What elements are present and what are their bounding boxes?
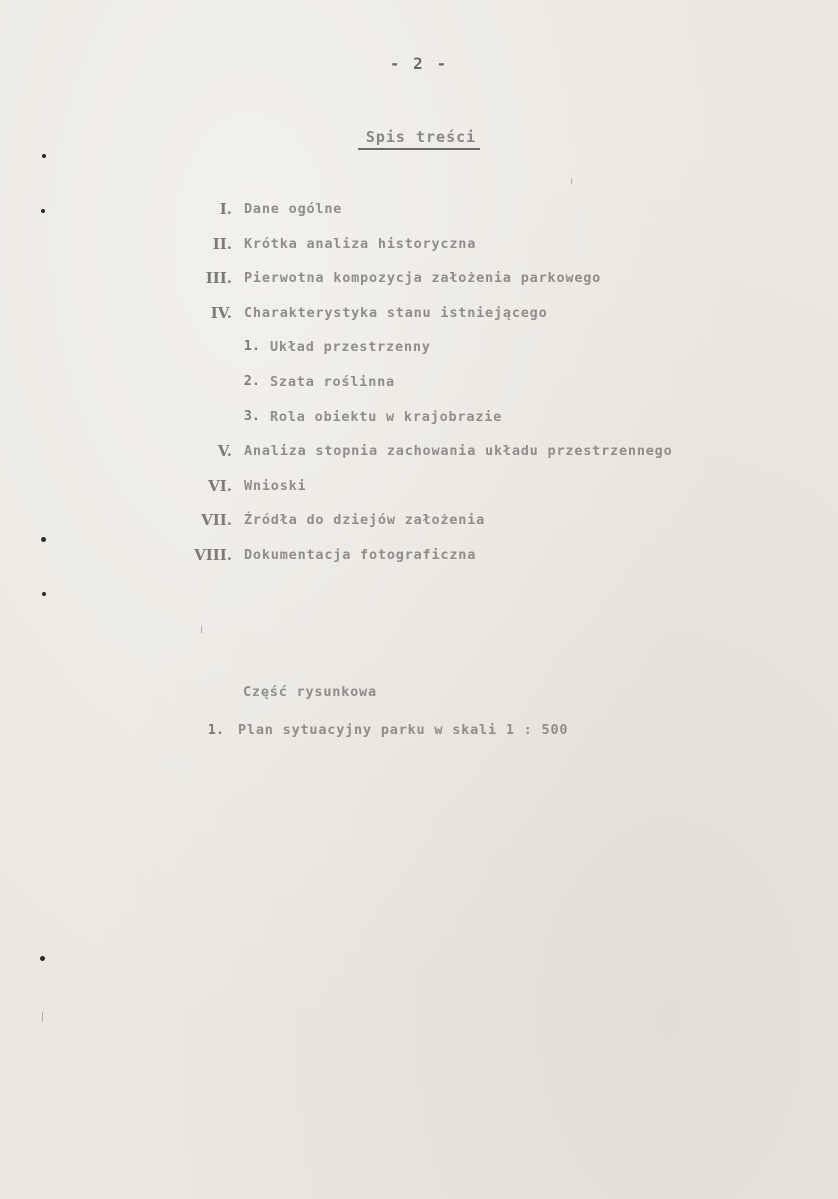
paper-speck <box>571 178 572 184</box>
toc-subentry-number: 3. <box>243 407 260 424</box>
toc-entry-number: VIII. <box>194 545 232 564</box>
toc-entry <box>0 546 838 581</box>
toc-subentry-text: Rola obiektu w krajobrazie <box>270 408 503 425</box>
punch-mark <box>42 592 46 596</box>
toc-entry <box>0 269 838 304</box>
toc-entry-text: Krótka analiza historyczna <box>244 235 477 252</box>
toc-subentry <box>0 338 838 373</box>
toc-entry <box>0 477 838 512</box>
toc-entry-text: Wnioski <box>244 477 307 494</box>
toc-entry-number: II. <box>212 234 232 253</box>
toc-subentry-text: Układ przestrzenny <box>270 339 431 356</box>
punch-mark <box>42 154 46 158</box>
toc-entry <box>0 235 838 270</box>
toc-entry-text: Dane ogólne <box>244 201 343 217</box>
toc-entry-text: Charakterystyka stanu istniejącego <box>244 304 548 321</box>
toc-subentry <box>0 408 838 443</box>
page-number: - 2 - <box>389 54 449 73</box>
punch-mark <box>40 956 45 961</box>
toc-entry-number: VI. <box>208 476 232 495</box>
toc-title-wrapper <box>0 128 838 150</box>
toc-entry-number: VII. <box>201 511 232 530</box>
toc-entry-text: Dokumentacja fotograficzna <box>244 546 477 563</box>
toc-subentry-number: 1. <box>243 338 260 355</box>
toc-entry <box>0 200 838 235</box>
toc-entry <box>0 511 838 546</box>
toc-entry-number: III. <box>205 269 232 288</box>
toc-entry-number: V. <box>217 442 232 461</box>
drawing-item-number: 1. <box>207 722 224 738</box>
punch-mark <box>41 537 46 542</box>
toc-subentry <box>0 373 838 408</box>
punch-mark <box>41 209 45 213</box>
toc-list <box>0 200 838 581</box>
toc-entry-text: Pierwotna kompozycja założenia parkowego <box>244 270 602 287</box>
toc-entry <box>0 442 838 477</box>
paper-speck <box>42 1012 43 1022</box>
drawings-heading: Część rysunkowa <box>243 684 377 700</box>
toc-subentry-text: Szata roślinna <box>270 373 395 390</box>
paper-speck <box>201 626 202 633</box>
toc-subentry-number: 2. <box>243 372 260 389</box>
toc-entry-text: Źródła do dziejów założenia <box>244 512 486 529</box>
toc-entry-text: Analiza stopnia zachowania układu przestrzennego <box>244 443 673 460</box>
toc-entry-number: IV. <box>210 303 232 322</box>
drawing-item-text: Plan sytuacyjny parku w skali 1 : 500 <box>238 722 569 738</box>
toc-entry <box>0 304 838 339</box>
toc-entry-number: I. <box>219 200 232 218</box>
toc-title: Spis treści <box>358 128 480 150</box>
